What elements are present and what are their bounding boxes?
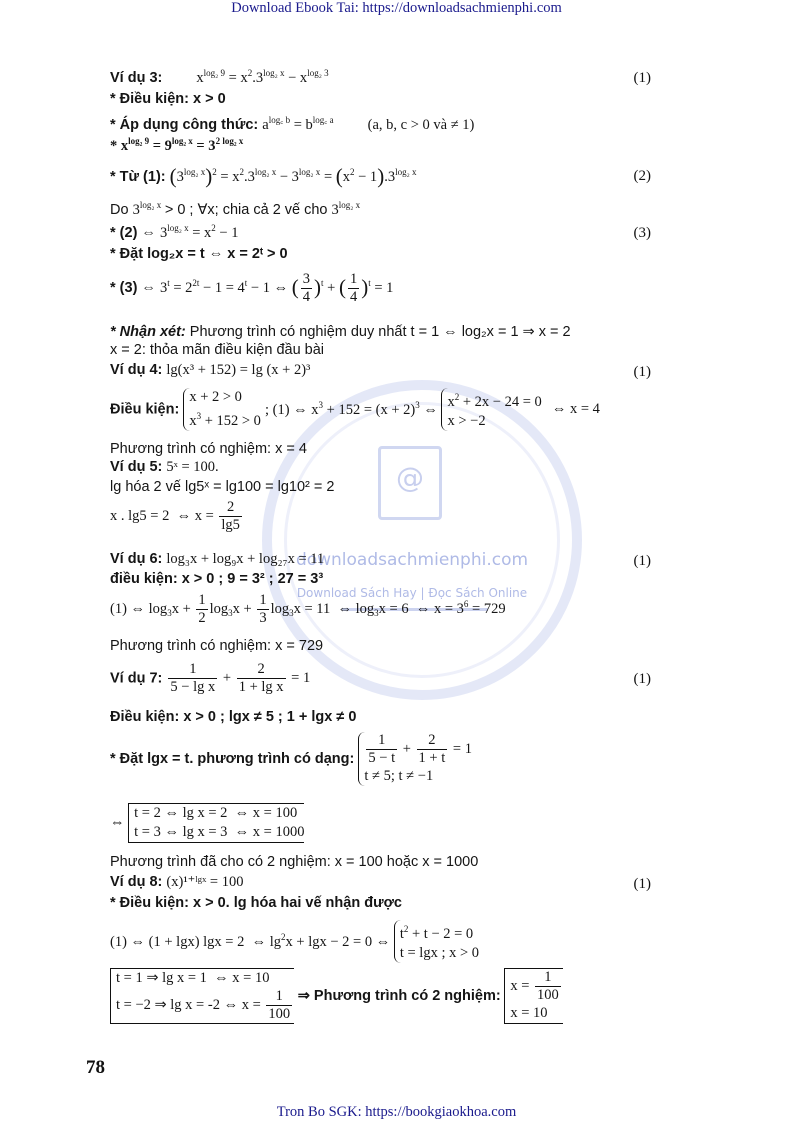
ex3-identity: * $x^{log_2 9} = 9^{log_2 x} = 3^{2 log_2 x}$ (110, 136, 244, 154)
ex5-line1: lg hóa 2 vế lg5ˣ = lg100 = lg10² = 2 (110, 479, 335, 495)
ex3-step2: * (2) ⇔ $3^{log_2 x} = x^2 - 1$ (110, 223, 239, 241)
ex4-cond-label: Điều kiện: (110, 401, 180, 418)
ex8-cases: t = 1 ⇒ lg x = 1 ⇔ x = 10 t = −2 ⇒ lg x = -2 ⇔ x = $\frac{1}{100}$ ⇒ Phương trình có 2 nghiệm: x = $\frac{1}{100}$ x = 10 (110, 968, 563, 1024)
ex3-step3: * (3) ⇔ $3^t = 2^{2t} - 1 = 4^t - 1$ ⇔ ( $\frac{3}{4}$ )$^t$ + ( $\frac{1}{4}$ )$^t$ = 1 (110, 271, 394, 305)
ex3-from1-label: * Từ (1): (110, 169, 166, 185)
footer-link[interactable]: Tron Bo SGK: https://bookgiaokhoa.com (276, 1104, 517, 1120)
ex3-do-line: Do $3^{log_2 x} > 0$ ; ∀x; chia cả 2 vế cho $3^{log_2 x}$ (110, 200, 361, 218)
ex5-equation: 5ˣ = 100. (166, 459, 219, 475)
ex8-step: (1) ⇔ (1 + lgx) lgx = 2 ⇔ $\lg^2x + \lg x - 2 = 0$ ⇔ $t^2 + t - 2 = 0$ t = lgx ; x > 0 (110, 920, 479, 963)
ex7-tag-1: (1) (633, 671, 651, 687)
header-download-link[interactable]: Download Ebook Tai: https://downloadsachmienphi.com (231, 0, 562, 16)
ex8-tag-1: (1) (633, 876, 651, 892)
ex4-title-line (110, 362, 310, 379)
ex3-equation: $x^{log_2 9} = x^2.3^{log_2 x} - x^{log_2 3}$ (196, 68, 329, 86)
ex7-set-label: * Đặt lgx = t. phương trình có dạng: (110, 751, 355, 767)
ex3-remark (110, 324, 571, 340)
ex3-title-line (110, 68, 329, 87)
ex4-equation: lg(x³ + 152) = lg (x + 2)³ (166, 362, 311, 378)
ex3-remark-text: Phương trình có nghiệm duy nhất t = 1 ⇔ log₂x = 1 ⇒ x = 2 (189, 324, 571, 340)
ex7-condition: Điều kiện: x > 0 ; lgx ≠ 5 ; 1 + lgx ≠ 0 (110, 709, 357, 725)
ex6-title: Ví dụ 6: (110, 551, 163, 567)
ex7-result: Phương trình đã cho có 2 nghiệm: x = 100 hoặc x = 1000 (110, 854, 479, 870)
ex8-title-line (110, 874, 243, 891)
ex4-condition-line: Điều kiện: x + 2 > 0 $x^3 + 152 > 0$ ; (1) ⇔ $x^3 + 152 = (x + 2)^3$ ⇔ $x^2 + 2x - 24 = 0$ x > −2 ⇔ x = 4 (110, 389, 600, 429)
ex6-step: (1) ⇔ $\log_3x$ + $\frac{1}{2}$ $\log_3x$ + $\frac{1}{3}$ $\log_3x = 11$ ⇔ $\log_3x = 6$ ⇔ $x = 3^6 = 729$ (110, 592, 506, 626)
ex8-condition: * Điều kiện: x > 0. lg hóa hai vế nhận được (110, 895, 402, 911)
page-number: 78 (86, 1057, 105, 1078)
ex3-remark-label: * Nhận xét: (110, 324, 186, 340)
ex3-tag-3: (3) (633, 225, 651, 241)
ex3-formula-note: (a, b, c > 0 và ≠ 1) (367, 117, 475, 133)
ex7-set-line: * Đặt lgx = t. phương trình có dạng: $\frac{1}{5 - t}$ + $\frac{2}{1 + t}$ = 1 t ≠ 5; t ≠ −1 (110, 732, 472, 784)
ex4-tag-1: (1) (633, 364, 651, 380)
ex6-title-line (110, 551, 324, 568)
ex8-equation: (x)¹⁺ˡᵍˣ = 100 (166, 874, 244, 890)
ex3-condition: * Điều kiện: x > 0 (110, 91, 226, 107)
ex5-title: Ví dụ 5: (110, 459, 163, 475)
ex7-title-line: Ví dụ 7: $\frac{1}{\text{5 − lg x}}$ + $\frac{2}{\text{1 + lg x}}$ = 1 (110, 661, 311, 695)
ex4-title: Ví dụ 4: (110, 362, 163, 378)
ex7-title: Ví dụ 7: (110, 670, 163, 687)
ex3-from1-line: * Từ (1): $(3^{log_2 x})^2 = x^2.3^{log_2 x} - 3^{log_2 x} = (x^2 - 1).3^{log_2 x}$ (110, 164, 417, 188)
ex8-conclusion: ⇒ Phương trình có 2 nghiệm: (297, 988, 501, 1004)
ex3-tag-1: (1) (633, 70, 651, 86)
ex3-tag-2: (2) (633, 168, 651, 184)
ex3-formula-label: * Áp dụng công thức: (110, 117, 259, 133)
ex8-title: Ví dụ 8: (110, 874, 163, 890)
ex5-title-line (110, 459, 219, 476)
ex6-equation: log₃x + log₉x + log₂₇x = 11 (166, 551, 325, 567)
ex6-result: Phương trình có nghiệm: x = 729 (110, 638, 324, 654)
ex6-tag-1: (1) (633, 553, 651, 569)
ex3-check: x = 2: thỏa mãn điều kiện đầu bài (110, 342, 325, 358)
ex3-title: Ví dụ 3: (110, 70, 163, 86)
ex6-condition: điều kiện: x > 0 ; 9 = 3² ; 27 = 3³ (110, 571, 324, 587)
watermark-site: downloadsachmienphi.com (295, 550, 529, 570)
ex5-solution: x . lg5 = 2 ⇔ x = $\frac{2}{\lg 5}$ (110, 499, 240, 533)
book-at-icon (378, 446, 442, 520)
watermark-tagline: Download Sách Hay | Đọc Sách Online (296, 586, 528, 600)
ex3-set-line: * Đặt log₂x = t ⇔ x = 2ᵗ > 0 (110, 246, 288, 262)
ex7-cases: ⇔ t = 2 ⇔ lg x = 2 ⇔ x = 100 t = 3 ⇔ lg x = 3 ⇔ x = 1000 (110, 803, 304, 843)
ex3-formula-line: * Áp dụng công thức: $a^{log꜀ b} = b^{log꜀ a}$ (a, b, c > 0 và ≠ 1) (110, 115, 475, 133)
ex4-result: Phương trình có nghiệm: x = 4 (110, 441, 307, 457)
